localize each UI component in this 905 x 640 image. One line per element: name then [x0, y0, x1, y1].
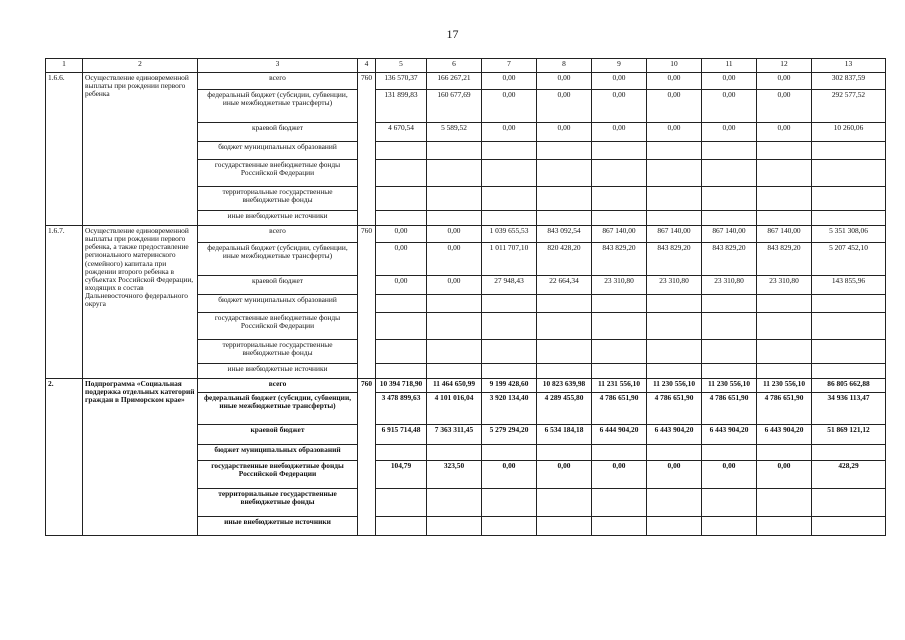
value-cell — [427, 517, 482, 536]
value-cell — [376, 517, 427, 536]
value-cell: 0,00 — [702, 90, 757, 123]
value-cell: 22 664,34 — [537, 276, 592, 295]
value-cell — [537, 295, 592, 313]
value-cell — [702, 445, 757, 461]
funding-source: территориальные государственные внебюджетные фонды — [198, 340, 358, 364]
value-cell — [702, 142, 757, 160]
value-cell: 6 443 904,20 — [647, 425, 702, 445]
value-cell: 0,00 — [427, 243, 482, 276]
value-cell — [376, 160, 427, 187]
value-cell: 9 199 428,60 — [482, 379, 537, 393]
value-cell: 4 786 651,90 — [757, 393, 812, 425]
value-cell — [757, 340, 812, 364]
value-cell — [647, 313, 702, 340]
funding-source: всего — [198, 379, 358, 393]
column-header: 1 — [46, 59, 83, 73]
value-cell — [537, 340, 592, 364]
value-cell — [702, 340, 757, 364]
header-row — [46, 59, 886, 73]
budget-code: 760 — [358, 226, 376, 379]
value-cell: 27 948,43 — [482, 276, 537, 295]
value-cell — [537, 364, 592, 379]
value-cell: 4 101 016,04 — [427, 393, 482, 425]
column-header: 3 — [198, 59, 358, 73]
value-cell: 0,00 — [592, 123, 647, 142]
value-cell — [592, 517, 647, 536]
value-cell: 0,00 — [427, 276, 482, 295]
value-cell: 136 570,37 — [376, 73, 427, 90]
value-cell — [376, 142, 427, 160]
value-cell — [647, 445, 702, 461]
value-cell — [376, 489, 427, 517]
value-cell: 0,00 — [537, 73, 592, 90]
value-cell — [427, 187, 482, 211]
value-cell — [482, 142, 537, 160]
value-cell: 0,00 — [702, 73, 757, 90]
value-cell — [376, 295, 427, 313]
column-header: 6 — [427, 59, 482, 73]
value-cell — [537, 142, 592, 160]
row-index: 1.6.7. — [46, 226, 83, 379]
budget-code: 760 — [358, 379, 376, 536]
funding-source: бюджет муниципальных образований — [198, 295, 358, 313]
column-header: 9 — [592, 59, 647, 73]
value-cell: 428,29 — [812, 461, 886, 489]
value-cell: 843 829,20 — [592, 243, 647, 276]
value-cell: 302 837,59 — [812, 73, 886, 90]
value-cell — [482, 340, 537, 364]
budget-table — [45, 58, 886, 536]
value-cell: 0,00 — [757, 461, 812, 489]
value-cell — [537, 187, 592, 211]
value-cell — [592, 142, 647, 160]
value-cell — [757, 313, 812, 340]
value-cell: 4 786 651,90 — [647, 393, 702, 425]
value-cell: 6 444 904,20 — [592, 425, 647, 445]
table-row — [46, 73, 886, 90]
value-cell — [427, 340, 482, 364]
value-cell: 4 786 651,90 — [702, 393, 757, 425]
value-cell: 5 351 308,06 — [812, 226, 886, 243]
value-cell: 6 915 714,48 — [376, 425, 427, 445]
value-cell: 0,00 — [537, 123, 592, 142]
value-cell: 867 140,00 — [647, 226, 702, 243]
funding-source: краевой бюджет — [198, 425, 358, 445]
value-cell — [647, 340, 702, 364]
value-cell — [427, 295, 482, 313]
value-cell — [702, 187, 757, 211]
value-cell: 1 011 707,10 — [482, 243, 537, 276]
value-cell — [647, 517, 702, 536]
value-cell — [647, 187, 702, 211]
value-cell — [592, 364, 647, 379]
value-cell: 0,00 — [647, 73, 702, 90]
value-cell: 843 829,20 — [647, 243, 702, 276]
value-cell: 160 677,69 — [427, 90, 482, 123]
value-cell — [482, 211, 537, 226]
funding-source: территориальные государственные внебюджетные фонды — [198, 489, 358, 517]
value-cell — [376, 187, 427, 211]
value-cell: 51 869 121,12 — [812, 425, 886, 445]
value-cell: 104,79 — [376, 461, 427, 489]
value-cell — [482, 445, 537, 461]
value-cell: 0,00 — [482, 90, 537, 123]
measure-name: Осуществление единовременной выплаты при рождении первого ребенка, а также предоставление регионального материнского (семейного) капитала при рождении второго ребенка в субъектах Российской Федерации, входящих в состав Дальневосточного федерального округа — [83, 226, 198, 379]
value-cell: 0,00 — [757, 90, 812, 123]
value-cell — [812, 364, 886, 379]
column-header: 5 — [376, 59, 427, 73]
value-cell — [427, 313, 482, 340]
funding-source: федеральный бюджет (субсидии, субвенции, иные межбюджетные трансферты) — [198, 243, 358, 276]
value-cell: 0,00 — [537, 461, 592, 489]
value-cell — [376, 364, 427, 379]
value-cell — [427, 364, 482, 379]
value-cell — [482, 187, 537, 211]
value-cell — [812, 445, 886, 461]
value-cell — [482, 517, 537, 536]
value-cell — [427, 489, 482, 517]
value-cell: 11 230 556,10 — [702, 379, 757, 393]
value-cell — [427, 445, 482, 461]
value-cell — [647, 364, 702, 379]
funding-source: федеральный бюджет (субсидии, субвенции, иные межбюджетные трансферты) — [198, 90, 358, 123]
value-cell — [702, 211, 757, 226]
value-cell: 0,00 — [592, 90, 647, 123]
value-cell — [812, 160, 886, 187]
value-cell — [702, 489, 757, 517]
value-cell — [757, 517, 812, 536]
value-cell: 843 829,20 — [702, 243, 757, 276]
value-cell: 23 310,80 — [702, 276, 757, 295]
column-header: 7 — [482, 59, 537, 73]
value-cell — [537, 313, 592, 340]
value-cell — [757, 160, 812, 187]
value-cell: 4 670,54 — [376, 123, 427, 142]
value-cell — [592, 313, 647, 340]
value-cell: 3 478 899,63 — [376, 393, 427, 425]
column-header: 2 — [83, 59, 198, 73]
value-cell: 6 534 184,18 — [537, 425, 592, 445]
value-cell — [812, 313, 886, 340]
value-cell — [537, 211, 592, 226]
value-cell — [592, 160, 647, 187]
value-cell: 10 260,06 — [812, 123, 886, 142]
funding-source: краевой бюджет — [198, 123, 358, 142]
value-cell: 843 092,54 — [537, 226, 592, 243]
value-cell — [592, 187, 647, 211]
value-cell — [537, 445, 592, 461]
value-cell: 820 428,20 — [537, 243, 592, 276]
value-cell: 0,00 — [427, 226, 482, 243]
value-cell: 0,00 — [647, 90, 702, 123]
value-cell: 6 443 904,20 — [757, 425, 812, 445]
value-cell — [812, 211, 886, 226]
value-cell: 0,00 — [647, 461, 702, 489]
value-cell: 3 920 134,40 — [482, 393, 537, 425]
value-cell: 23 310,80 — [647, 276, 702, 295]
column-header: 10 — [647, 59, 702, 73]
value-cell — [592, 340, 647, 364]
value-cell — [537, 160, 592, 187]
value-cell — [702, 364, 757, 379]
value-cell — [647, 160, 702, 187]
value-cell — [537, 489, 592, 517]
value-cell: 0,00 — [376, 276, 427, 295]
value-cell: 0,00 — [482, 123, 537, 142]
value-cell: 1 039 655,53 — [482, 226, 537, 243]
value-cell: 867 140,00 — [592, 226, 647, 243]
funding-source: иные внебюджетные источники — [198, 211, 358, 226]
funding-source: государственные внебюджетные фонды Российской Федерации — [198, 160, 358, 187]
value-cell: 86 805 662,88 — [812, 379, 886, 393]
value-cell: 11 230 556,10 — [757, 379, 812, 393]
funding-source: всего — [198, 226, 358, 243]
funding-source: иные внебюджетные источники — [198, 364, 358, 379]
value-cell: 4 289 455,80 — [537, 393, 592, 425]
value-cell: 867 140,00 — [757, 226, 812, 243]
value-cell — [702, 160, 757, 187]
funding-source: государственные внебюджетные фонды Российской Федерации — [198, 313, 358, 340]
value-cell — [482, 160, 537, 187]
funding-source: территориальные государственные внебюджетные фонды — [198, 187, 358, 211]
value-cell — [537, 517, 592, 536]
value-cell — [757, 142, 812, 160]
funding-source: государственные внебюджетные фонды Российской Федерации — [198, 461, 358, 489]
value-cell: 166 267,21 — [427, 73, 482, 90]
value-cell — [376, 211, 427, 226]
measure-name: Осуществление единовременной выплаты при рождении первого ребенка — [83, 73, 198, 226]
value-cell: 34 936 113,47 — [812, 393, 886, 425]
value-cell: 5 207 452,10 — [812, 243, 886, 276]
value-cell: 0,00 — [376, 226, 427, 243]
row-index: 2. — [46, 379, 83, 536]
value-cell: 10 394 718,90 — [376, 379, 427, 393]
value-cell: 143 855,96 — [812, 276, 886, 295]
funding-source: бюджет муниципальных образований — [198, 445, 358, 461]
value-cell: 0,00 — [757, 73, 812, 90]
value-cell — [812, 187, 886, 211]
value-cell — [757, 364, 812, 379]
value-cell — [376, 340, 427, 364]
value-cell — [592, 489, 647, 517]
value-cell: 11 230 556,10 — [647, 379, 702, 393]
value-cell: 867 140,00 — [702, 226, 757, 243]
value-cell: 5 279 294,20 — [482, 425, 537, 445]
column-header: 4 — [358, 59, 376, 73]
value-cell — [757, 489, 812, 517]
value-cell: 0,00 — [757, 123, 812, 142]
value-cell: 0,00 — [376, 243, 427, 276]
value-cell: 0,00 — [647, 123, 702, 142]
page-number: 17 — [446, 27, 459, 41]
value-cell: 10 823 639,98 — [537, 379, 592, 393]
value-cell — [647, 489, 702, 517]
value-cell — [702, 295, 757, 313]
value-cell — [812, 489, 886, 517]
column-header: 13 — [812, 59, 886, 73]
value-cell — [812, 340, 886, 364]
value-cell — [376, 445, 427, 461]
value-cell — [427, 142, 482, 160]
value-cell — [482, 295, 537, 313]
value-cell — [812, 517, 886, 536]
table-row — [46, 226, 886, 243]
value-cell — [482, 313, 537, 340]
value-cell: 5 589,52 — [427, 123, 482, 142]
value-cell: 4 786 651,90 — [592, 393, 647, 425]
value-cell: 292 577,52 — [812, 90, 886, 123]
measure-name: Подпрограмма «Социальная поддержка отдельных категорий граждан в Приморском крае» — [83, 379, 198, 536]
value-cell — [482, 489, 537, 517]
value-cell — [427, 160, 482, 187]
value-cell — [702, 517, 757, 536]
value-cell: 11 464 650,99 — [427, 379, 482, 393]
value-cell — [592, 445, 647, 461]
value-cell — [482, 364, 537, 379]
value-cell — [592, 211, 647, 226]
value-cell: 7 363 311,45 — [427, 425, 482, 445]
value-cell: 0,00 — [702, 123, 757, 142]
funding-source: краевой бюджет — [198, 276, 358, 295]
value-cell: 11 231 556,10 — [592, 379, 647, 393]
value-cell — [702, 313, 757, 340]
value-cell — [757, 187, 812, 211]
column-header: 11 — [702, 59, 757, 73]
value-cell — [812, 142, 886, 160]
value-cell: 0,00 — [592, 73, 647, 90]
value-cell — [592, 295, 647, 313]
value-cell — [757, 295, 812, 313]
value-cell: 843 829,20 — [757, 243, 812, 276]
value-cell — [812, 295, 886, 313]
value-cell — [757, 445, 812, 461]
funding-source: всего — [198, 73, 358, 90]
funding-source: бюджет муниципальных образований — [198, 142, 358, 160]
value-cell: 0,00 — [537, 90, 592, 123]
value-cell: 23 310,80 — [757, 276, 812, 295]
funding-source: федеральный бюджет (субсидии, субвенции, иные межбюджетные трансферты) — [198, 393, 358, 425]
value-cell: 6 443 904,20 — [702, 425, 757, 445]
column-header: 8 — [537, 59, 592, 73]
value-cell: 23 310,80 — [592, 276, 647, 295]
value-cell: 0,00 — [482, 73, 537, 90]
value-cell — [376, 313, 427, 340]
value-cell: 323,50 — [427, 461, 482, 489]
value-cell — [647, 142, 702, 160]
value-cell: 0,00 — [592, 461, 647, 489]
value-cell: 0,00 — [702, 461, 757, 489]
value-cell — [757, 211, 812, 226]
budget-code: 760 — [358, 73, 376, 226]
column-header: 12 — [757, 59, 812, 73]
value-cell — [647, 211, 702, 226]
funding-source: иные внебюджетные источники — [198, 517, 358, 536]
value-cell — [427, 211, 482, 226]
value-cell: 131 899,83 — [376, 90, 427, 123]
table-row — [46, 379, 886, 393]
value-cell — [647, 295, 702, 313]
row-index: 1.6.6. — [46, 73, 83, 226]
value-cell: 0,00 — [482, 461, 537, 489]
